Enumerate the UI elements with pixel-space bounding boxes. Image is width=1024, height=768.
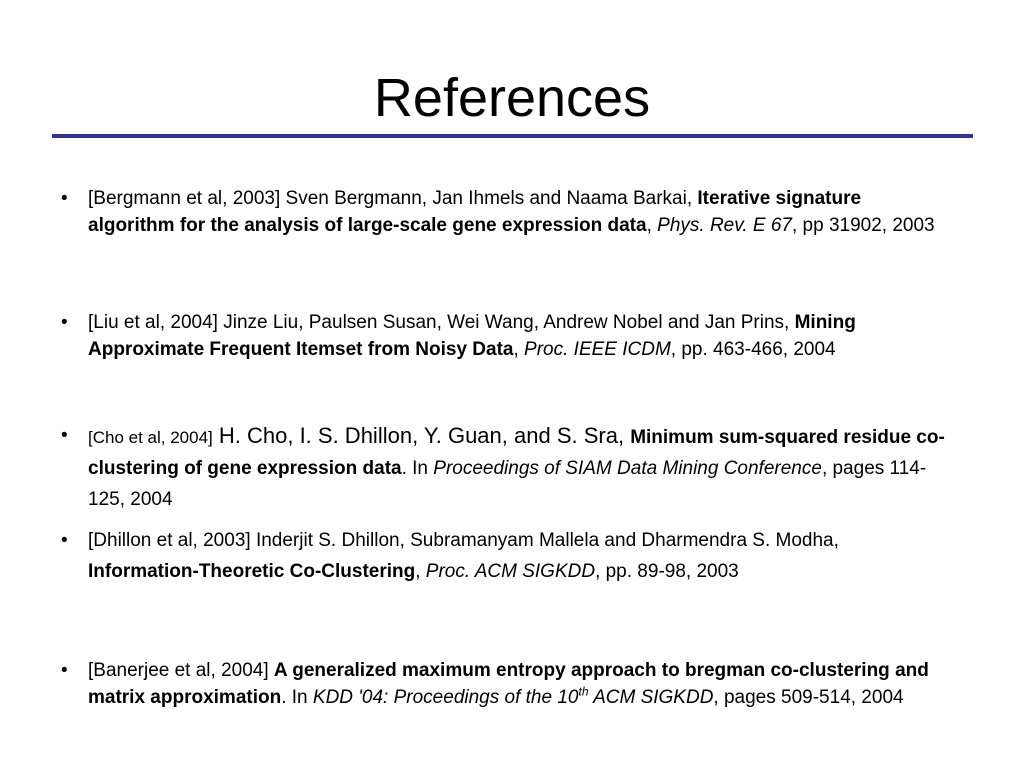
slide-title: References [373, 68, 651, 128]
reference-title: A generalized maximum entropy approach to bregman co-clustering and matrix approximation [88, 660, 929, 708]
title-underline [52, 134, 973, 138]
reference-details: , pages 114-125, 2004 [88, 458, 927, 510]
reference-item-liu [88, 309, 948, 363]
reference-venue: Phys. Rev. E 67 [657, 215, 792, 236]
reference-authors: Sven Bergmann, Jan Ihmels and Naama Barkai, [280, 188, 698, 209]
citation-key: [Banerjee et al, 2004] [88, 660, 269, 681]
reference-title: Iterative signature algorithm for the analysis of large-scale gene expression data [88, 188, 862, 236]
reference-item-cho [88, 420, 948, 515]
reference-authors: Jinze Liu, Paulsen Susan, Wei Wang, Andrew Nobel and Jan Prins, [217, 312, 795, 333]
reference-venue: Proc. IEEE ICDM [524, 339, 671, 360]
reference-authors: H. Cho, I. S. Dhillon, Y. Guan, and S. Sra, [212, 423, 631, 448]
reference-details: , pp. 89-98, 2003 [595, 561, 739, 582]
reference-separator: . In [281, 687, 313, 708]
reference-venue: Proc. ACM SIGKDD [425, 561, 596, 582]
reference-details: , pages 509-514, 2004 [713, 687, 904, 708]
reference-venue [312, 684, 714, 708]
citation-key: [Cho et al, 2004] [88, 428, 213, 447]
reference-title: Information-Theoretic Co-Clustering [88, 561, 416, 582]
reference-item-banerjee [88, 657, 948, 711]
reference-venue: Proceedings of SIAM Data Mining Conference [433, 458, 822, 479]
reference-details: , pp 31902, 2003 [791, 215, 935, 236]
reference-separator: . In [401, 458, 434, 479]
reference-item-bergmann [88, 185, 948, 239]
citation-key: [Liu et al, 2004] [88, 312, 218, 333]
reference-title: Minimum sum-squared residue co-clustering of gene expression data [88, 427, 945, 479]
citation-key: [Dhillon et al, 2003] [88, 530, 251, 551]
citation-key: [Bergmann et al, 2003] [88, 188, 281, 209]
reference-item-dhillon [88, 525, 948, 587]
reference-details: , pp. 463-466, 2004 [670, 339, 836, 360]
reference-separator: , [415, 561, 426, 582]
reference-separator: , [513, 339, 525, 360]
reference-separator: , [646, 215, 658, 236]
reference-title: Mining Approximate Frequent Itemset from Noisy Data [88, 312, 856, 360]
reference-venue-superscript: th [578, 684, 589, 699]
reference-authors: Inderjit S. Dhillon, Subramanyam Mallela and Dharmendra S. Modha, [250, 530, 839, 551]
reference-venue-text: KDD '04: Proceedings of the 10 [312, 687, 579, 708]
reference-venue-rest: ACM SIGKDD [588, 687, 714, 708]
